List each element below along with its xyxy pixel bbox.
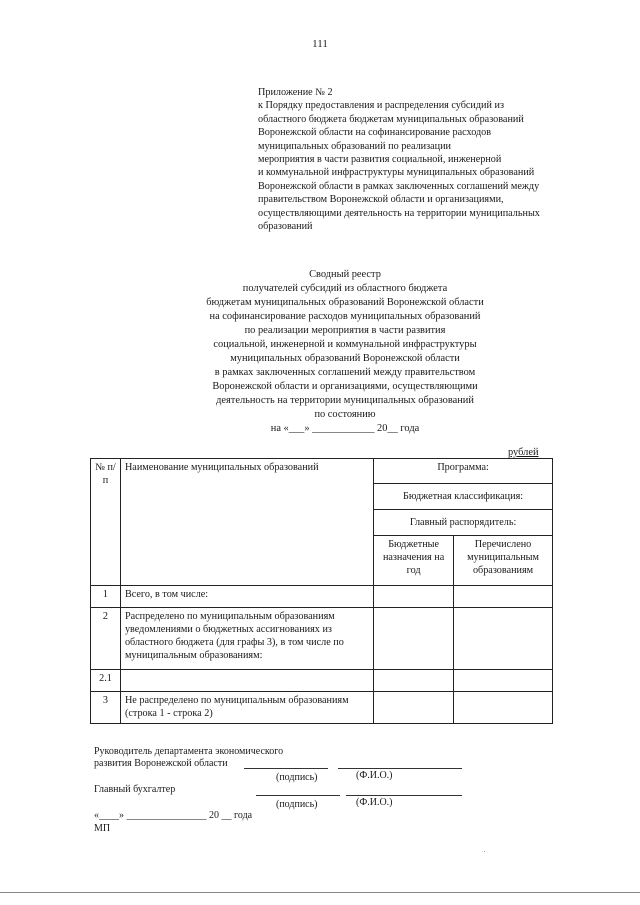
header-program: Программа: (374, 459, 553, 484)
scan-speck (484, 851, 485, 852)
head-fio-label: (Ф.И.О.) (356, 770, 393, 781)
head-title-line2: развития Воронежской области (94, 758, 228, 769)
row-2-text: Распределено по муниципальным образованиям уведомлениями о бюджетных ассигнованиях из областного бюджета (для графы 3), в том числе по муниципальным образованиям: (120, 608, 373, 670)
accountant-fio-line (346, 795, 462, 796)
head-sign-label: (подпись) (276, 772, 318, 783)
header-chief-administrator: Главный распорядитель: (374, 510, 553, 536)
appendix-line: мероприятия в части развития социальной, инженерной (258, 154, 502, 166)
appendix-line: к Порядку предоставления и распределения субсидий из (258, 100, 504, 112)
appendix-line: правительством Воронежской области и организациями, (258, 194, 504, 206)
title-date-line: на «___» ____________ 20__ года (270, 423, 420, 434)
head-title-line1: Руководитель департамента экономического (94, 746, 284, 757)
signature-date: «____» ________________ 20 __ года (94, 810, 253, 821)
row-2-1-num: 2.1 (91, 670, 121, 692)
title-line: получателей субсидий из областного бюджета (242, 283, 448, 294)
row-2-budget (374, 608, 454, 670)
row-3-num: 3 (91, 692, 121, 724)
appendix-line: и коммунальной инфраструктуры муниципальных образований (258, 167, 535, 179)
accountant-fio-label: (Ф.И.О.) (356, 797, 393, 808)
accountant-signature-line (256, 795, 340, 796)
title-line: муниципальных образований Воронежской области (230, 353, 460, 364)
header-transferred: Перечислено муниципальным образованиям (454, 536, 553, 586)
row-2-1-budget (374, 670, 454, 692)
appendix-line: Приложение № 2 (258, 87, 333, 98)
row-1-text: Всего, в том числе: (120, 586, 373, 608)
row-1-budget (374, 586, 454, 608)
head-signature-line (244, 768, 328, 769)
title-line: социальной, инженерной и коммунальной инфраструктуры (213, 339, 477, 350)
page-number: 111 (312, 38, 328, 50)
header-name: Наименование муниципальных образований (120, 459, 373, 586)
row-3-budget (374, 692, 454, 724)
title-line: в рамках заключенных соглашений между правительством (214, 367, 476, 378)
title-line: на софинансирование расходов муниципальных образований (209, 311, 481, 322)
title-line: бюджетам муниципальных образований Воронежской области (206, 297, 484, 308)
row-3-transferred (454, 692, 553, 724)
row-2-1-text (120, 670, 373, 692)
registry-table (90, 458, 553, 724)
accountant-title: Главный бухгалтер (94, 784, 176, 795)
appendix-line: областного бюджета бюджетам муниципальных образований (258, 113, 524, 125)
title-line: по состоянию (314, 409, 376, 420)
document-title (150, 268, 540, 436)
appendix-header (258, 86, 598, 233)
row-2-1-transferred (454, 670, 553, 692)
row-2-num: 2 (91, 608, 121, 670)
title-line: по реализации мероприятия в части развития (244, 325, 446, 336)
appendix-line: образований (258, 221, 313, 233)
units-label: рублей (508, 447, 539, 458)
title-line: деятельность на территории муниципальных образований (216, 395, 474, 406)
stamp-label: МП (94, 823, 111, 834)
row-2-transferred (454, 608, 553, 670)
title-line: Воронежской области и организациями, осуществляющими (212, 381, 478, 392)
appendix-line: осуществляющими деятельность на территории муниципальных (258, 207, 540, 219)
appendix-line: муниципальных образований по реализации (258, 140, 452, 152)
accountant-sign-label: (подпись) (276, 799, 318, 810)
header-budget-classification: Бюджетная классификация: (374, 484, 553, 510)
page-bottom-rule (0, 892, 640, 893)
appendix-line: Воронежской области в рамках заключенных соглашений между (258, 180, 540, 192)
header-num: № п/п (91, 459, 121, 586)
appendix-line: Воронежской области на софинансирование расходов (258, 127, 492, 139)
head-fio-line (338, 768, 462, 769)
title-line: Сводный реестр (309, 269, 381, 280)
row-1-transferred (454, 586, 553, 608)
row-1-num: 1 (91, 586, 121, 608)
header-budget-appropriations: Бюджетные назначения на год (374, 536, 454, 586)
row-3-text: Не распределено по муниципальным образованиям (строка 1 - строка 2) (120, 692, 373, 724)
